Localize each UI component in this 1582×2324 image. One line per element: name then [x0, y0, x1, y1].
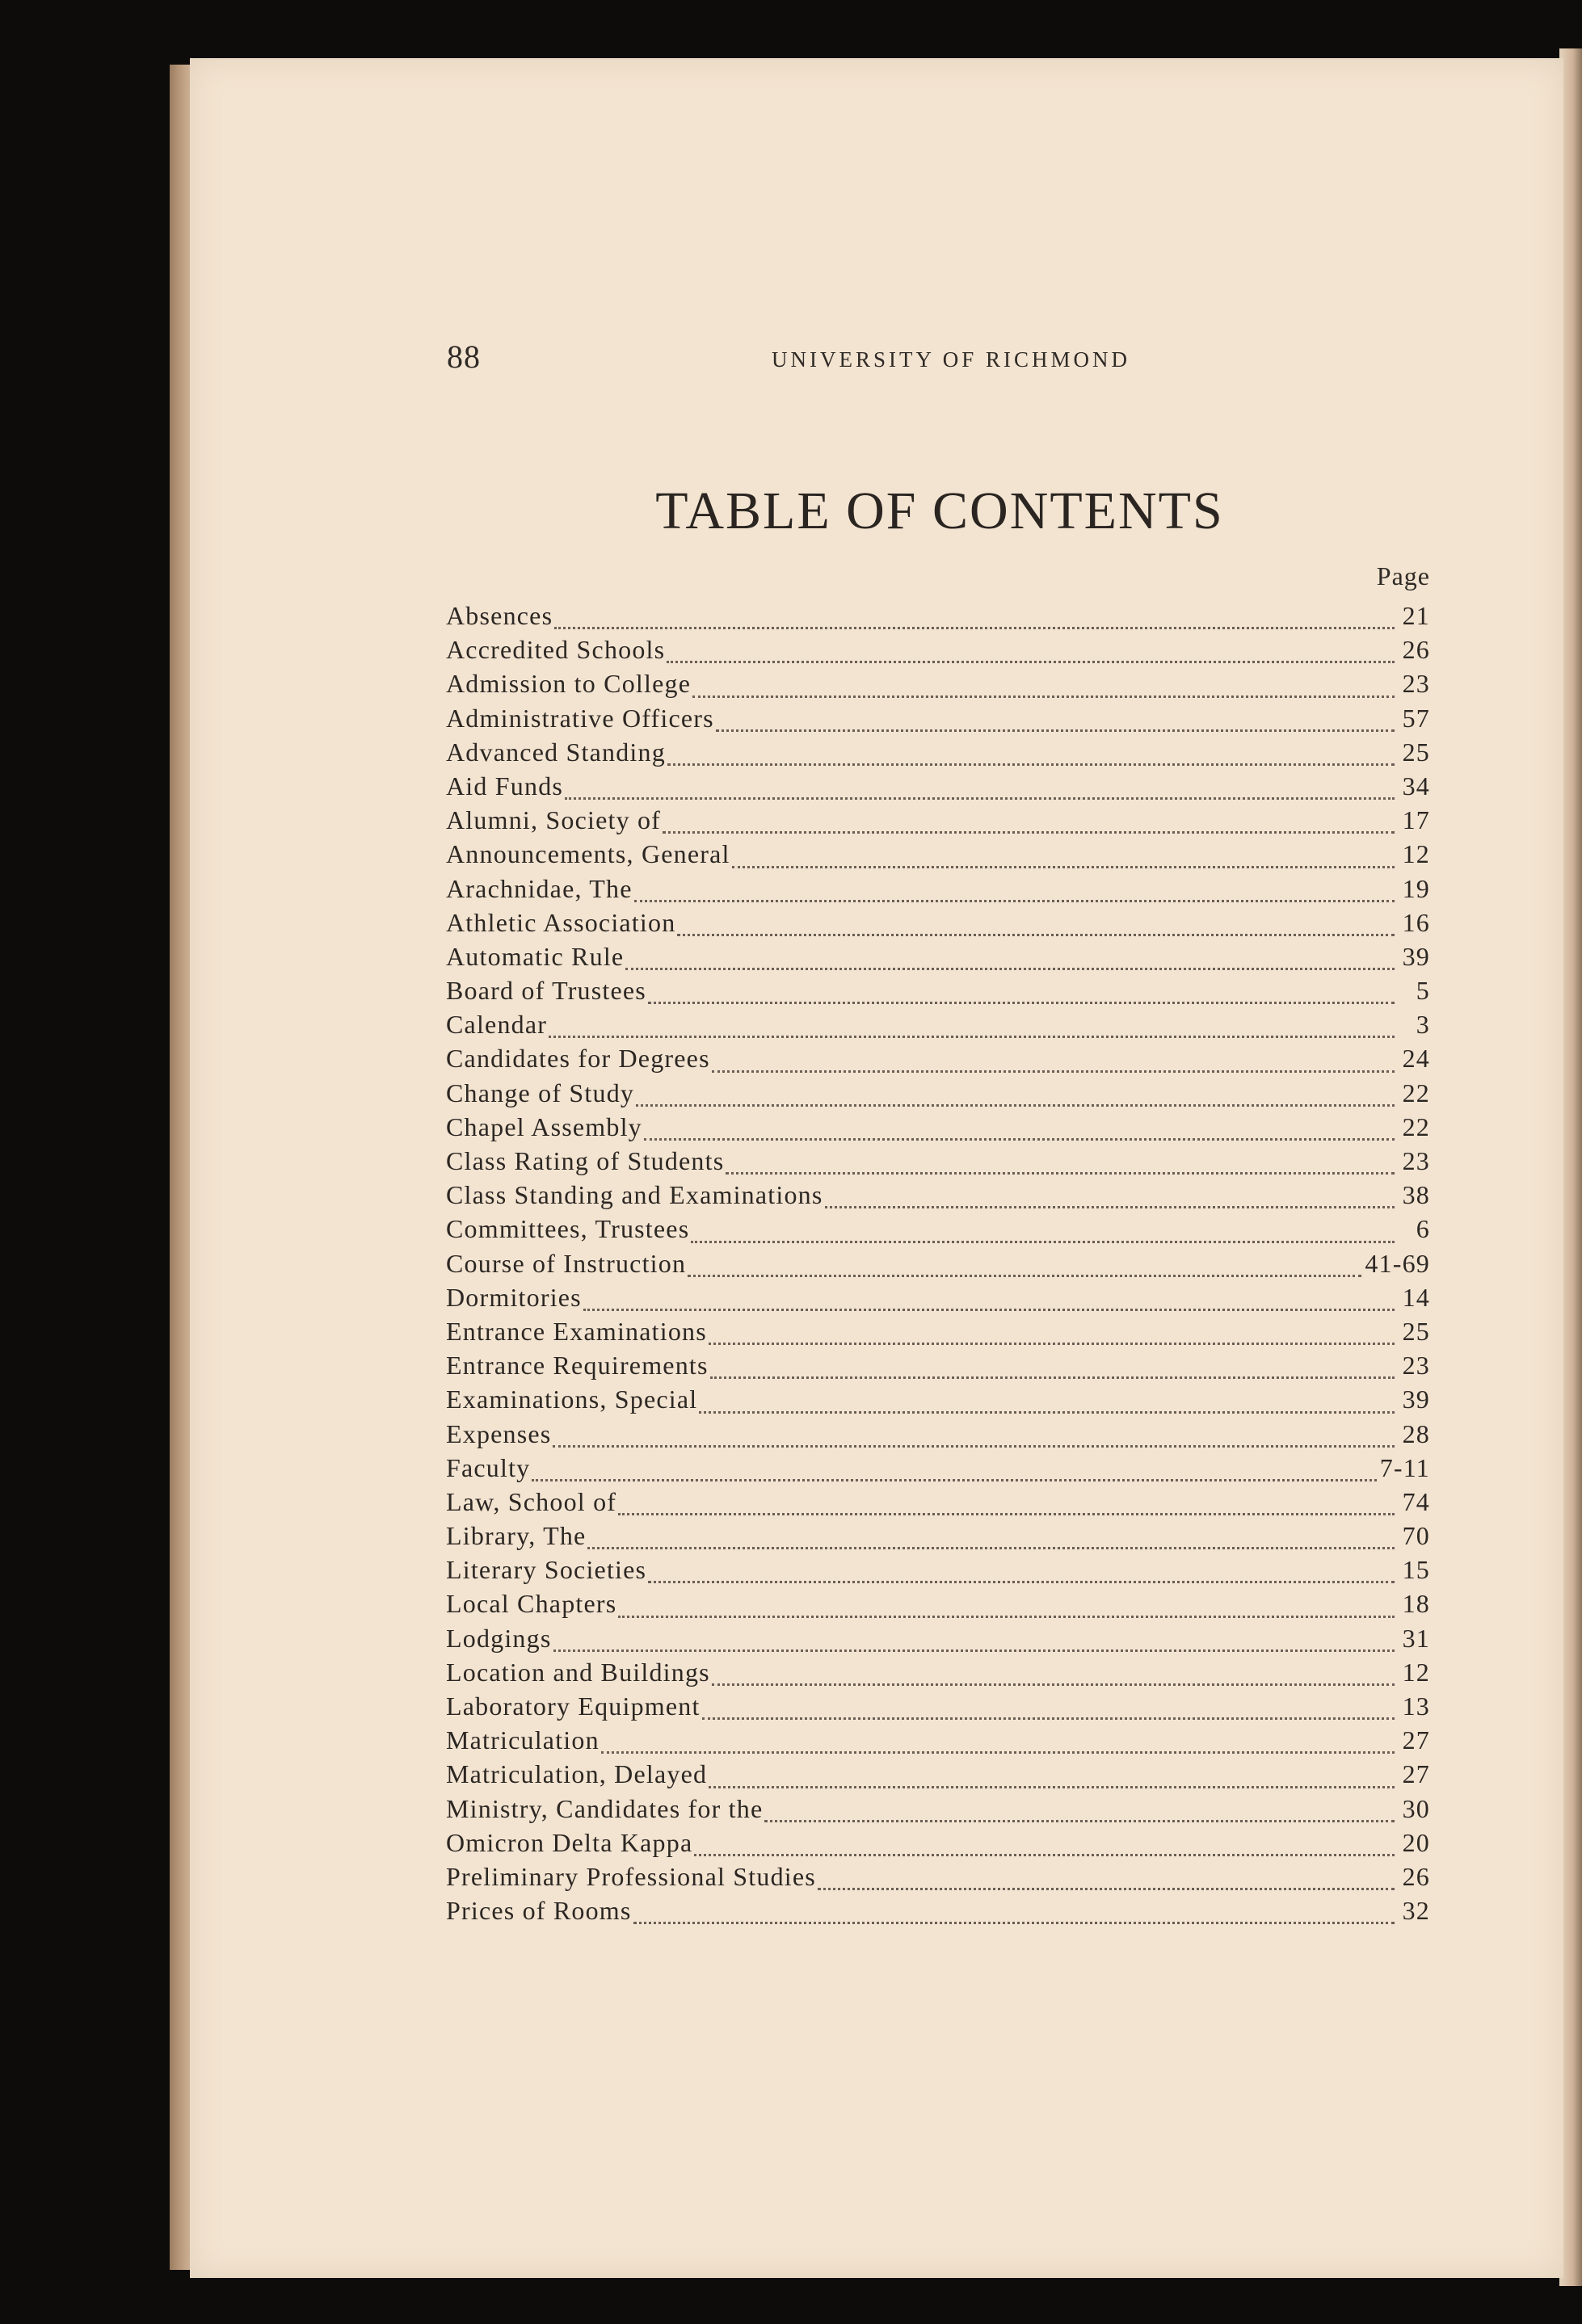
toc-entry — [446, 839, 1430, 873]
toc-entry-page: 15 — [1402, 1555, 1430, 1585]
toc-entry — [446, 805, 1430, 839]
toc-entry-label: Chapel Assembly — [446, 1112, 642, 1141]
dot-leader — [716, 729, 1395, 732]
toc-entry-label: Calendar — [446, 1010, 548, 1040]
toc-entry — [446, 771, 1430, 805]
toc-entry — [446, 1624, 1430, 1658]
dot-leader — [710, 1376, 1395, 1379]
toc-entry-page: 23 — [1402, 669, 1430, 699]
toc-entry-label: Automatic Rule — [446, 941, 625, 971]
toc-entry-page: 70 — [1402, 1521, 1430, 1551]
toc-entry — [446, 1725, 1430, 1759]
dot-leader — [712, 1683, 1395, 1686]
toc-entry-page: 38 — [1402, 1180, 1430, 1210]
dot-leader — [818, 1888, 1395, 1890]
toc-entry — [446, 1010, 1430, 1044]
dot-leader — [667, 661, 1395, 663]
toc-entry-page: 25 — [1402, 1316, 1430, 1346]
toc-entry-label: Entrance Examinations — [446, 1316, 707, 1346]
dot-leader — [691, 1241, 1395, 1243]
dot-leader — [554, 627, 1395, 629]
toc-entry-page: 12 — [1402, 839, 1430, 869]
toc-entry-page: 19 — [1402, 873, 1430, 903]
toc-entry-page: 23 — [1402, 1146, 1430, 1175]
toc-entry — [446, 1521, 1430, 1555]
toc-entry — [446, 1283, 1430, 1317]
toc-entry-label: Class Standing and Examinations — [446, 1180, 823, 1210]
toc-entry-page: 21 — [1402, 601, 1430, 630]
toc-entry-label: Athletic Association — [446, 907, 676, 937]
toc-entry-label: Omicron Delta Kappa — [446, 1827, 693, 1857]
toc-entry-page: 23 — [1402, 1351, 1430, 1381]
toc-entry-label: Aid Funds — [446, 771, 564, 801]
toc-entry — [446, 1044, 1430, 1078]
dot-leader — [625, 968, 1395, 970]
toc-entry-page: 3 — [1416, 1010, 1430, 1040]
toc-entry — [446, 738, 1430, 771]
toc-entry-page: 25 — [1402, 737, 1430, 767]
toc-entry — [446, 1759, 1430, 1793]
toc-entry-label: Dormitories — [446, 1282, 582, 1312]
dot-leader — [699, 1411, 1395, 1414]
dot-leader — [709, 1343, 1395, 1345]
toc-entry-label: Arachnidae, The — [446, 873, 633, 903]
toc-entry-page: 34 — [1402, 771, 1430, 801]
toc-entry-page: 5 — [1416, 976, 1430, 1006]
toc-entry-label: Examinations, Special — [446, 1385, 698, 1414]
toc-entry — [446, 1419, 1430, 1453]
toc-entry-label: Committees, Trustees — [446, 1214, 690, 1244]
toc-entry-page: 32 — [1402, 1896, 1430, 1926]
toc-entry-page: 31 — [1402, 1623, 1430, 1653]
toc-entry-label: Laboratory Equipment — [446, 1692, 701, 1721]
toc-entry-page: 27 — [1402, 1725, 1430, 1755]
toc-entry-page: 12 — [1402, 1657, 1430, 1687]
toc-entry-label: Lodgings — [446, 1623, 552, 1653]
toc-entry-page: 26 — [1402, 635, 1430, 665]
toc-entry-label: Prices of Rooms — [446, 1896, 632, 1926]
dot-leader — [532, 1479, 1376, 1481]
toc-entry-label: Matriculation, Delayed — [446, 1759, 708, 1789]
toc-entry-label: Absences — [446, 601, 553, 630]
toc-entry — [446, 601, 1430, 635]
toc-entry-page: 14 — [1402, 1282, 1430, 1312]
dot-leader — [618, 1616, 1395, 1618]
toc-entry — [446, 1453, 1430, 1487]
toc-entry-label: Preliminary Professional Studies — [446, 1861, 816, 1891]
page-column-heading: Page — [1376, 561, 1430, 590]
toc-entry-label: Alumni, Society of — [446, 805, 662, 835]
dot-leader — [688, 1275, 1361, 1277]
toc-entry-label: Candidates for Degrees — [446, 1044, 710, 1074]
dot-leader — [667, 763, 1395, 766]
toc-entry-page: 6 — [1416, 1214, 1430, 1244]
toc-entry-page: 24 — [1402, 1044, 1430, 1074]
toc-entry-label: Board of Trustees — [446, 976, 646, 1006]
toc-entry-page: 74 — [1402, 1486, 1430, 1516]
toc-entry-page: 57 — [1402, 703, 1430, 733]
toc-entry — [446, 669, 1430, 703]
dot-leader — [732, 866, 1395, 868]
toc-entry — [446, 942, 1430, 976]
toc-entry — [446, 1589, 1430, 1623]
dot-leader — [692, 696, 1395, 698]
page-header — [447, 338, 1174, 378]
toc-entry-label: Advanced Standing — [446, 737, 666, 767]
dot-leader — [618, 1513, 1395, 1515]
dot-leader — [601, 1751, 1395, 1754]
toc-entry-page: 28 — [1402, 1418, 1430, 1448]
dot-leader — [825, 1206, 1395, 1208]
toc-entry — [446, 1351, 1430, 1385]
dot-leader — [565, 797, 1395, 800]
toc-entry — [446, 1555, 1430, 1589]
dot-leader — [549, 1036, 1395, 1038]
toc-entry — [446, 1214, 1430, 1248]
dot-leader — [677, 934, 1395, 936]
toc-entry — [446, 1658, 1430, 1692]
toc-entry-label: Expenses — [446, 1418, 552, 1448]
toc-entry-label: Course of Instruction — [446, 1248, 687, 1278]
dot-leader — [648, 1581, 1395, 1583]
toc-entry — [446, 976, 1430, 1010]
toc-entry-page: 30 — [1402, 1793, 1430, 1823]
page-title: TABLE OF CONTENTS — [655, 481, 1224, 540]
toc-entry-label: Faculty — [446, 1452, 531, 1482]
dot-leader — [702, 1717, 1395, 1720]
table-of-contents — [446, 601, 1430, 1930]
toc-entry — [446, 1249, 1430, 1283]
toc-entry-page: 27 — [1402, 1759, 1430, 1789]
toc-entry — [446, 908, 1430, 942]
toc-entry — [446, 1862, 1430, 1896]
dot-leader — [587, 1547, 1395, 1549]
toc-entry-label: Class Rating of Students — [446, 1146, 725, 1175]
toc-entry-page: 39 — [1402, 1385, 1430, 1414]
dot-leader — [644, 1138, 1395, 1141]
toc-entry — [446, 1896, 1430, 1930]
toc-entry — [446, 1078, 1430, 1112]
toc-entry-label: Announcements, General — [446, 839, 730, 869]
toc-entry-page: 16 — [1402, 907, 1430, 937]
toc-entry — [446, 1487, 1430, 1521]
toc-entry — [446, 1112, 1430, 1146]
toc-entry-page: 13 — [1402, 1692, 1430, 1721]
toc-entry-label: Location and Buildings — [446, 1657, 710, 1687]
toc-entry-label: Literary Societies — [446, 1555, 647, 1585]
toc-entry — [446, 1385, 1430, 1418]
toc-entry-page: 7-11 — [1379, 1452, 1430, 1482]
toc-entry-page: 22 — [1402, 1112, 1430, 1141]
toc-entry — [446, 1146, 1430, 1180]
dot-leader — [726, 1172, 1395, 1175]
toc-entry-page: 18 — [1402, 1589, 1430, 1619]
toc-entry — [446, 874, 1430, 908]
toc-entry-label: Change of Study — [446, 1078, 635, 1107]
toc-entry-label: Entrance Requirements — [446, 1351, 709, 1381]
toc-entry-page: 39 — [1402, 941, 1430, 971]
toc-entry — [446, 1828, 1430, 1862]
toc-entry — [446, 1794, 1430, 1828]
dot-leader — [553, 1445, 1395, 1448]
dot-leader — [709, 1786, 1395, 1788]
toc-entry-label: Administrative Officers — [446, 703, 714, 733]
dot-leader — [636, 1104, 1395, 1107]
dot-leader — [694, 1854, 1395, 1856]
dot-leader — [663, 831, 1395, 834]
dot-leader — [634, 900, 1395, 902]
toc-entry-page: 17 — [1402, 805, 1430, 835]
toc-entry-label: Ministry, Candidates for the — [446, 1793, 764, 1823]
toc-entry-page: 41-69 — [1365, 1248, 1430, 1278]
toc-entry-label: Matriculation — [446, 1725, 600, 1755]
dot-leader — [764, 1820, 1395, 1822]
toc-entry-label: Law, School of — [446, 1486, 617, 1516]
toc-entry-page: 26 — [1402, 1861, 1430, 1891]
dot-leader — [633, 1922, 1395, 1924]
toc-entry — [446, 1317, 1430, 1351]
toc-entry-page: 22 — [1402, 1078, 1430, 1107]
toc-entry — [446, 704, 1430, 738]
dot-leader — [583, 1309, 1395, 1311]
toc-entry-label: Accredited Schools — [446, 635, 666, 665]
toc-entry-page: 20 — [1402, 1827, 1430, 1857]
dot-leader — [648, 1002, 1395, 1004]
toc-entry-label: Library, The — [446, 1521, 587, 1551]
toc-entry — [446, 1180, 1430, 1214]
dot-leader — [553, 1649, 1395, 1652]
running-head: UNIVERSITY OF RICHMOND — [772, 347, 1131, 372]
page-number: 88 — [447, 338, 481, 375]
dot-leader — [712, 1070, 1395, 1073]
toc-entry — [446, 635, 1430, 669]
toc-entry-label: Local Chapters — [446, 1589, 617, 1619]
toc-entry-label: Admission to College — [446, 669, 692, 699]
toc-entry — [446, 1692, 1430, 1725]
